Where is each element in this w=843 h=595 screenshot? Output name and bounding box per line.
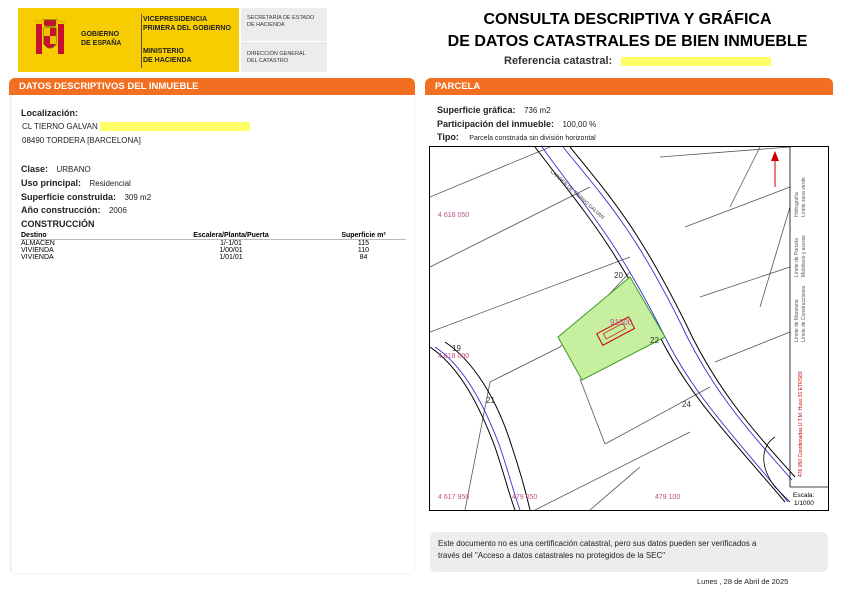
title-line: CONSULTA DESCRIPTIVA Y GRÁFICA bbox=[483, 11, 772, 28]
ministerio-text bbox=[143, 47, 192, 65]
superficie-value: 309 m2 bbox=[124, 193, 152, 202]
direccion-text bbox=[247, 51, 306, 65]
coord-y2: 4 618 000 bbox=[438, 353, 470, 360]
cell-escalera: 1/-1/01 bbox=[220, 240, 242, 247]
disclaimer-line: través del "Acceso a datos catastrales no protegidos de la SEC" bbox=[438, 551, 666, 560]
descriptive-panel-bar: DATOS DESCRIPTIVOS DEL INMUEBLE bbox=[9, 78, 415, 95]
localizacion-label: Localización: bbox=[21, 108, 79, 118]
construccion-table bbox=[21, 232, 406, 261]
clase-value: URBANO bbox=[56, 165, 91, 174]
sec-line: SECRETARÍA DE ESTADO bbox=[247, 15, 315, 21]
tipo-row bbox=[437, 127, 596, 145]
coat-of-arms-icon bbox=[26, 14, 74, 62]
disclaimer-text bbox=[430, 532, 828, 568]
redacted-highlight bbox=[621, 57, 771, 66]
cell-superficie: 84 bbox=[359, 254, 368, 261]
cell-destino: ALMACEN bbox=[21, 240, 55, 247]
parcel-number: 19 bbox=[452, 344, 461, 353]
vicepresidencia-text bbox=[143, 15, 231, 33]
scale-label: Escala: bbox=[793, 492, 815, 499]
legend-item: Límite de Parcela bbox=[794, 238, 800, 277]
table-header-row bbox=[21, 232, 406, 240]
legend-item: Límite de Manzana bbox=[794, 299, 800, 342]
parcel-number: 22 bbox=[650, 336, 659, 345]
col-destino: Destino bbox=[21, 232, 47, 239]
superficie-label: Superficie construida: bbox=[21, 192, 117, 202]
supg-value: 736 m2 bbox=[523, 106, 551, 115]
supg-label: Superficie gráfica: bbox=[437, 105, 516, 115]
parcel-number: 21 bbox=[486, 396, 495, 405]
coord-y3: 4 617 950 bbox=[438, 494, 470, 501]
street-value: CL TIERNO GALVAN bbox=[22, 122, 98, 131]
table-row bbox=[21, 254, 406, 261]
cell-escalera: 1/00/01 bbox=[219, 247, 243, 254]
construccion-heading: CONSTRUCCIÓN bbox=[21, 219, 95, 229]
legend-item: Hidrografía bbox=[794, 192, 800, 217]
block-id: 91600 bbox=[610, 318, 633, 327]
min-line: MINISTERIO bbox=[143, 48, 184, 55]
coord-y1: 4 618 050 bbox=[438, 212, 470, 219]
tipo-value: Parcela construida sin división horizontal bbox=[469, 135, 596, 142]
disclaimer-line: Este documento no es una certificación catastral, pero sus datos pueden ser verificados a bbox=[438, 539, 757, 548]
parcela-panel-bar: PARCELA bbox=[425, 78, 833, 95]
cell-escalera: 1/01/01 bbox=[219, 254, 243, 261]
table-row bbox=[21, 240, 406, 248]
parcel-number: 20 bbox=[614, 271, 623, 280]
scale-box bbox=[793, 492, 815, 507]
scale-value: 1/1000 bbox=[794, 500, 814, 507]
col-escalera: Escalera/Planta/Puerta bbox=[193, 232, 269, 239]
coord-x1: 479 050 bbox=[512, 494, 538, 501]
divider bbox=[241, 41, 327, 42]
parcel-number: 24 bbox=[682, 400, 691, 409]
street-line bbox=[22, 122, 250, 131]
tipo-label: Tipo: bbox=[437, 132, 459, 142]
participacion-label: Participación del inmueble: bbox=[437, 119, 555, 129]
participacion-value: 100,00 % bbox=[562, 120, 597, 129]
anio-label: Año construcción: bbox=[21, 205, 101, 215]
document-date: Lunes , 28 de Abril de 2025 bbox=[697, 577, 789, 586]
sec-line: DE HACIENDA bbox=[247, 22, 285, 28]
legend bbox=[794, 177, 807, 342]
clase-label: Clase: bbox=[21, 164, 49, 174]
anio-row bbox=[21, 200, 127, 218]
legend-item: Límite zona verde bbox=[801, 177, 807, 217]
title-line: DE DATOS CATASTRALES DE BIEN INMUEBLE bbox=[447, 33, 808, 50]
ref-label: Referencia catastral: bbox=[504, 55, 613, 67]
north-arrow-icon bbox=[771, 151, 779, 187]
street-name: CARRER DE TIERNO GALVAN bbox=[548, 169, 606, 221]
disclaimer-box bbox=[430, 532, 828, 572]
cell-destino: VIVIENDA bbox=[21, 247, 54, 254]
gobierno-text bbox=[81, 30, 121, 48]
min-line: DE HACIENDA bbox=[143, 57, 192, 64]
dg-line: DEL CATASTRO bbox=[247, 58, 289, 64]
cell-destino: VIVIENDA bbox=[21, 254, 54, 261]
gobierno-line: DE ESPAÑA bbox=[81, 40, 122, 47]
table-row bbox=[21, 247, 406, 254]
utm-note: 476 050 Coordenadas U.T.M. Huso 31 ETRS89 bbox=[798, 371, 804, 477]
legend-item: Mobiliario y aceras bbox=[801, 235, 807, 277]
anio-value: 2006 bbox=[108, 206, 127, 215]
secretaria-text bbox=[247, 15, 314, 29]
uso-label: Uso principal: bbox=[21, 178, 82, 188]
vp-line: PRIMERA DEL GOBIERNO bbox=[143, 25, 231, 32]
redacted-highlight bbox=[100, 122, 250, 131]
col-superficie: Superficie m² bbox=[341, 232, 386, 239]
vp-line: VICEPRESIDENCIA bbox=[143, 16, 208, 23]
gobierno-line: GOBIERNO bbox=[81, 31, 120, 38]
referencia-catastral bbox=[504, 55, 771, 67]
page-title bbox=[425, 9, 830, 53]
cell-superficie: 110 bbox=[357, 247, 370, 254]
legend-item: Límite de Construcciones bbox=[801, 285, 807, 342]
cadastral-map bbox=[429, 146, 829, 511]
map-drawing bbox=[430, 147, 828, 510]
coord-x2: 479 100 bbox=[655, 494, 681, 501]
dg-line: DIRECCIÓN GENERAL bbox=[247, 51, 306, 57]
city-value: 08490 TORDERA [BARCELONA] bbox=[22, 136, 141, 145]
uso-value: Residencial bbox=[89, 179, 131, 188]
divider bbox=[141, 14, 142, 68]
cell-superficie: 115 bbox=[357, 240, 370, 247]
parcel-highlight bbox=[558, 277, 665, 380]
